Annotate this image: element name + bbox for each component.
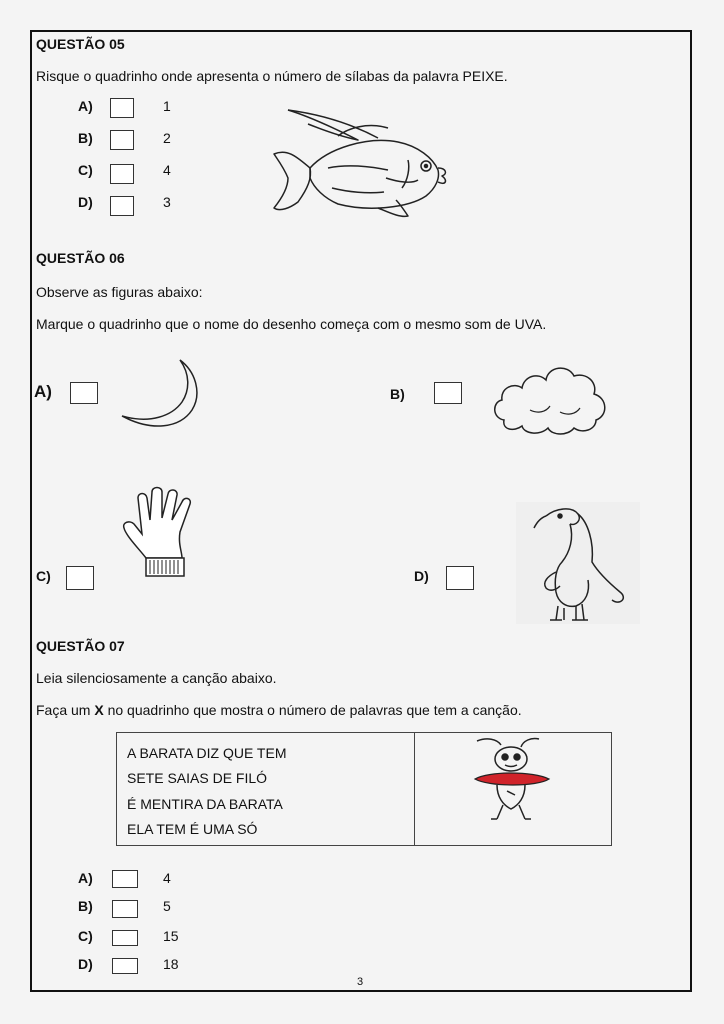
- q5-option-a-label: A): [78, 98, 93, 114]
- page-number: 3: [357, 976, 364, 988]
- q5-option-c-value: 4: [163, 162, 171, 178]
- q7-option-b-checkbox[interactable]: [112, 900, 138, 918]
- vulture-drawing-icon: [516, 502, 640, 624]
- cloud-drawing-icon: [490, 360, 610, 436]
- q5-option-d-value: 3: [163, 194, 171, 210]
- song-table-divider: [414, 733, 415, 845]
- q5-option-a-value: 1: [163, 98, 171, 114]
- q7-option-a-checkbox[interactable]: [112, 870, 138, 888]
- glove-drawing-icon: [122, 488, 206, 582]
- q7-option-c-label: C): [78, 928, 93, 944]
- q6-option-b-checkbox[interactable]: [434, 382, 462, 404]
- q6-instruction-2: Marque o quadrinho que o nome do desenho começa com o mesmo som de UVA.: [36, 316, 547, 332]
- q7-option-a-value: 4: [163, 870, 171, 886]
- song-line-3: É MENTIRA DA BARATA: [127, 796, 283, 812]
- song-line-1: A BARATA DIZ QUE TEM: [127, 745, 287, 761]
- q6-option-c-label: C): [36, 568, 51, 584]
- song-line-2: SETE SAIAS DE FILÓ: [127, 770, 268, 786]
- q7-option-a-label: A): [78, 870, 93, 886]
- q7-option-b-label: B): [78, 898, 93, 914]
- q5-option-d-checkbox[interactable]: [110, 196, 134, 216]
- q6-option-b-label: B): [390, 386, 405, 402]
- q7-option-d-value: 18: [163, 956, 179, 972]
- worksheet-frame: [30, 30, 692, 992]
- moon-drawing-icon: [116, 350, 216, 434]
- q5-option-d-label: D): [78, 194, 93, 210]
- song-line-4: ELA TEM É UMA SÓ: [127, 821, 258, 837]
- q7-option-c-value: 15: [163, 928, 179, 944]
- q5-option-c-checkbox[interactable]: [110, 164, 134, 184]
- q6-option-d-checkbox[interactable]: [446, 566, 474, 590]
- q5-option-b-label: B): [78, 130, 93, 146]
- q7-instruction-2: [36, 702, 522, 718]
- q5-title: QUESTÃO 05: [36, 36, 125, 52]
- q7-instruction-2-pre: Faça um: [36, 702, 95, 718]
- q6-option-d-label: D): [414, 568, 429, 584]
- q6-title: QUESTÃO 06: [36, 250, 125, 266]
- q5-option-c-label: C): [78, 162, 93, 178]
- q7-title: QUESTÃO 07: [36, 638, 125, 654]
- q6-option-a-label: A): [34, 382, 52, 401]
- q6-instruction-1: Observe as figuras abaixo:: [36, 284, 203, 300]
- q7-option-d-checkbox[interactable]: [112, 958, 138, 974]
- q7-instruction-1: Leia silenciosamente a canção abaixo.: [36, 670, 277, 686]
- q7-option-c-checkbox[interactable]: [112, 930, 138, 946]
- q6-option-c-checkbox[interactable]: [66, 566, 94, 590]
- q7-option-b-value: 5: [163, 898, 171, 914]
- song-table: [116, 732, 612, 846]
- q6-option-a-checkbox[interactable]: [70, 382, 98, 404]
- cockroach-drawing-icon: [467, 735, 557, 823]
- q5-instruction: Risque o quadrinho onde apresenta o número de sílabas da palavra PEIXE.: [36, 68, 508, 84]
- q7-instruction-2-post: no quadrinho que mostra o número de palavras que tem a canção.: [103, 702, 522, 718]
- q5-option-b-value: 2: [163, 130, 171, 146]
- q7-instruction-2-bold: X: [94, 702, 104, 718]
- q5-option-a-checkbox[interactable]: [110, 98, 134, 118]
- q7-option-d-label: D): [78, 956, 93, 972]
- q5-option-b-checkbox[interactable]: [110, 130, 134, 150]
- fish-drawing-icon: [268, 108, 458, 220]
